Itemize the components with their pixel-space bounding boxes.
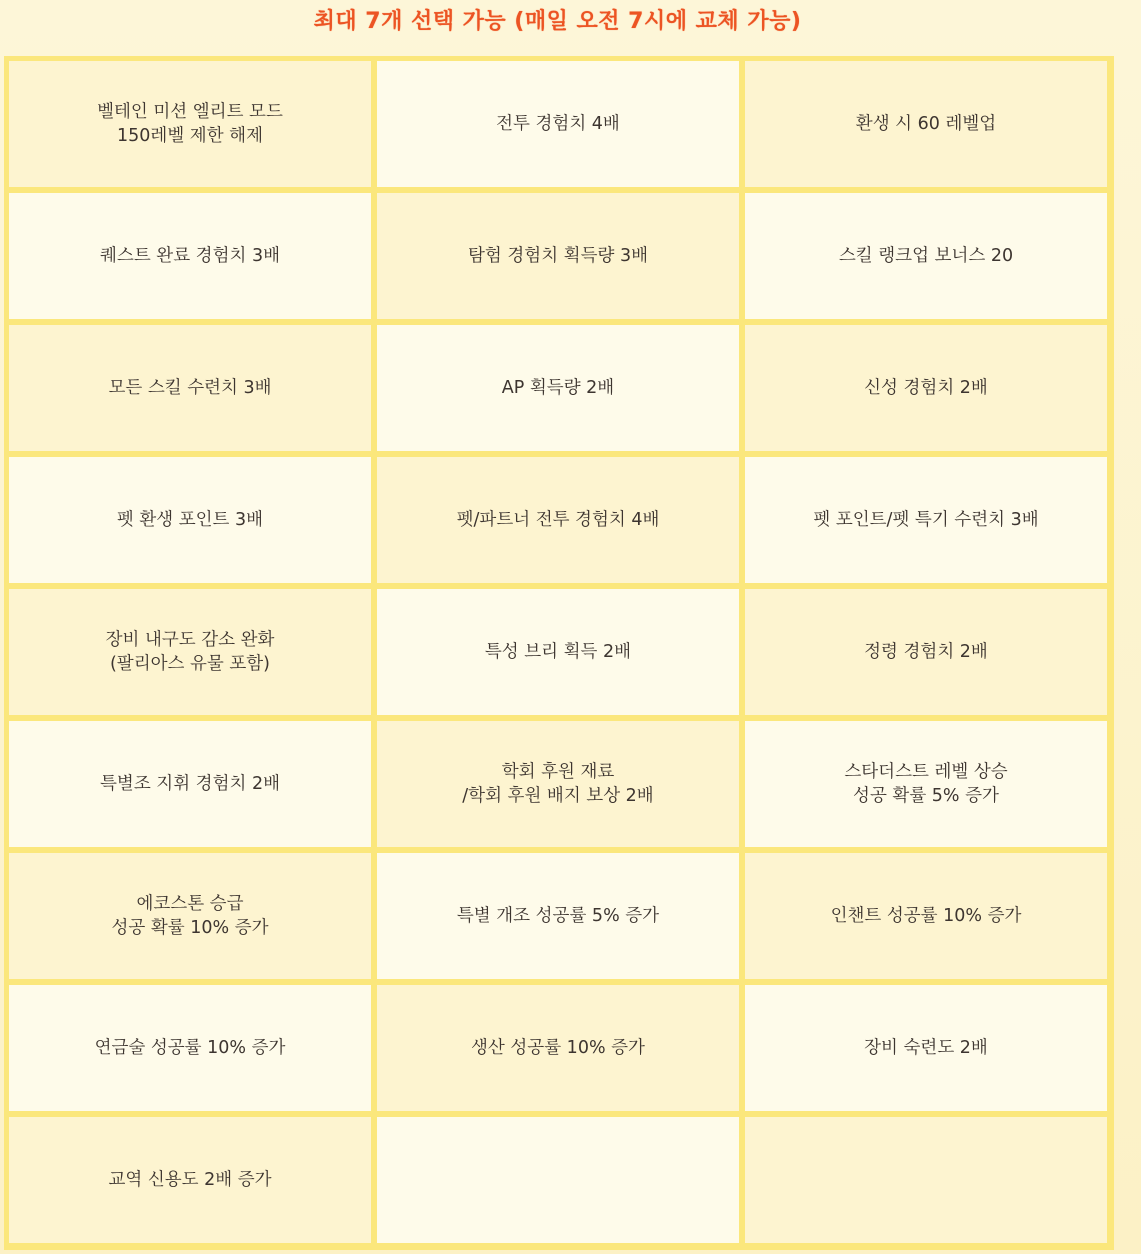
option-cell: 신성 경험치 2배	[745, 325, 1107, 451]
options-grid	[9, 61, 1109, 1245]
option-cell: 장비 내구도 감소 완화 (팔리아스 유물 포함)	[9, 589, 371, 715]
option-cell: 장비 숙련도 2배	[745, 985, 1107, 1111]
option-cell: 특별조 지휘 경험치 2배	[9, 721, 371, 847]
option-cell: 퀘스트 완료 경험치 3배	[9, 193, 371, 319]
option-cell: 특성 브리 획득 2배	[377, 589, 739, 715]
options-table	[4, 56, 1114, 1250]
option-cell: 특별 개조 성공률 5% 증가	[377, 853, 739, 979]
option-cell: 교역 신용도 2배 증가	[9, 1117, 371, 1243]
option-cell: 생산 성공률 10% 증가	[377, 985, 739, 1111]
empty-cell	[745, 1117, 1107, 1243]
option-cell: 전투 경험치 4배	[377, 61, 739, 187]
option-cell: 펫 포인트/펫 특기 수련치 3배	[745, 457, 1107, 583]
option-cell: 모든 스킬 수련치 3배	[9, 325, 371, 451]
option-cell: 환생 시 60 레벨업	[745, 61, 1107, 187]
option-cell: 연금술 성공률 10% 증가	[9, 985, 371, 1111]
option-cell: 스타더스트 레벨 상승 성공 확률 5% 증가	[745, 721, 1107, 847]
option-cell: 스킬 랭크업 보너스 20	[745, 193, 1107, 319]
option-cell: 정령 경험치 2배	[745, 589, 1107, 715]
option-cell: 벨테인 미션 엘리트 모드 150레벨 제한 해제	[9, 61, 371, 187]
option-cell: 학회 후원 재료 /학회 후원 배지 보상 2배	[377, 721, 739, 847]
option-cell: AP 획득량 2배	[377, 325, 739, 451]
empty-cell	[377, 1117, 739, 1243]
option-cell: 펫/파트너 전투 경험치 4배	[377, 457, 739, 583]
option-cell: 에코스톤 승급 성공 확률 10% 증가	[9, 853, 371, 979]
page-title: 최대 7개 선택 가능 (매일 오전 7시에 교체 가능)	[313, 9, 802, 34]
option-cell: 탐험 경험치 획득량 3배	[377, 193, 739, 319]
option-cell: 인챈트 성공률 10% 증가	[745, 853, 1107, 979]
option-cell: 펫 환생 포인트 3배	[9, 457, 371, 583]
